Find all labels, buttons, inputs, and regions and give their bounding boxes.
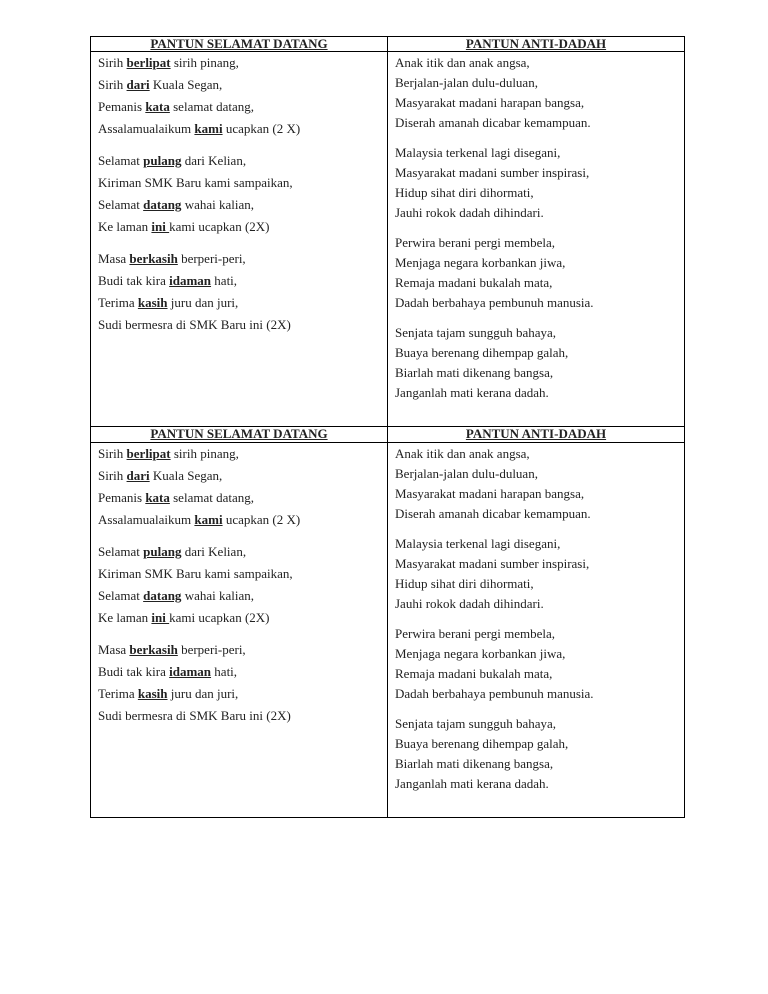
verse-line: Dadah berbahaya pembunuh manusia. bbox=[395, 686, 594, 701]
verse-line: Berjalan-jalan dulu-duluan, bbox=[395, 75, 538, 90]
verse-text: hati, bbox=[211, 664, 238, 679]
keyword: berlipat bbox=[126, 55, 171, 70]
verse-text: Assalamualaikum bbox=[98, 512, 195, 527]
section-2-header-row bbox=[90, 427, 685, 443]
verse-text: Sirih bbox=[98, 468, 127, 483]
verse-line bbox=[98, 54, 387, 76]
verse-line bbox=[98, 174, 387, 196]
verse-line: Hidup sihat diri dihormati, bbox=[395, 576, 534, 591]
verse-line: Dadah berbahaya pembunuh manusia. bbox=[395, 295, 594, 310]
section-2-left-column bbox=[91, 443, 388, 817]
verse-line: Malaysia terkenal lagi disegani, bbox=[395, 145, 561, 160]
verse-text: sirih pinang, bbox=[170, 55, 239, 70]
verse-line: Janganlah mati kerana dadah. bbox=[395, 385, 549, 400]
verse-line bbox=[98, 98, 387, 120]
keyword: kata bbox=[145, 490, 170, 505]
verse-text: Kuala Segan, bbox=[149, 77, 223, 92]
verse-text: Sirih bbox=[98, 77, 127, 92]
verse-text: Sudi bermesra di SMK Baru ini (2X) bbox=[98, 317, 291, 332]
verse-text: Selamat bbox=[98, 544, 144, 559]
verse-text: ucapkan (2 X) bbox=[222, 121, 301, 136]
verse-line: Malaysia terkenal lagi disegani, bbox=[395, 536, 561, 551]
verse-text: Terima bbox=[98, 686, 138, 701]
verse-text: Pemanis bbox=[98, 490, 146, 505]
verse-line: Masyarakat madani sumber inspirasi, bbox=[395, 165, 590, 180]
verse-line: Buaya berenang dihempap galah, bbox=[395, 345, 569, 360]
verse-line bbox=[98, 707, 387, 729]
keyword: dari bbox=[126, 77, 150, 92]
verse-line bbox=[98, 609, 387, 631]
verse-line: Perwira berani pergi membela, bbox=[395, 626, 556, 641]
verse-line: Masyarakat madani harapan bangsa, bbox=[395, 486, 585, 501]
keyword: idaman bbox=[169, 664, 212, 679]
section-2-right-column bbox=[388, 443, 684, 817]
keyword: kasih bbox=[137, 295, 168, 310]
verse-line bbox=[98, 152, 387, 174]
verse-text: Selamat bbox=[98, 588, 144, 603]
verse-line: Biarlah mati dikenang bangsa, bbox=[395, 365, 554, 380]
verse-text: dari Kelian, bbox=[181, 153, 247, 168]
stanza bbox=[395, 144, 684, 224]
verse-line: Diserah amanah dicabar kemampuan. bbox=[395, 115, 591, 130]
stanza bbox=[98, 543, 387, 631]
verse-text: juru dan juri, bbox=[167, 295, 239, 310]
verse-line bbox=[98, 250, 387, 272]
verse-text: berperi-peri, bbox=[177, 251, 246, 266]
verse-line bbox=[98, 120, 387, 142]
verse-line bbox=[98, 489, 387, 511]
keyword: pulang bbox=[143, 153, 182, 168]
verse-line bbox=[98, 511, 387, 533]
section-2-body bbox=[90, 443, 685, 818]
verse-line bbox=[98, 218, 387, 240]
stanza bbox=[98, 445, 387, 533]
section-1-left-column bbox=[91, 52, 388, 426]
stanza bbox=[395, 54, 684, 134]
header-pantun-selamat-datang: PANTUN SELAMAT DATANG bbox=[91, 37, 388, 51]
stanza bbox=[395, 445, 684, 525]
verse-line bbox=[98, 467, 387, 489]
verse-line bbox=[98, 294, 387, 316]
verse-text: Pemanis bbox=[98, 99, 146, 114]
verse-text: Kiriman SMK Baru kami sampaikan, bbox=[98, 566, 293, 581]
verse-text: Kuala Segan, bbox=[149, 468, 223, 483]
header-pantun-anti-dadah: PANTUN ANTI-DADAH bbox=[465, 426, 607, 441]
verse-text: Sudi bermesra di SMK Baru ini (2X) bbox=[98, 708, 291, 723]
verse-line: Anak itik dan anak angsa, bbox=[395, 55, 530, 70]
verse-line bbox=[98, 196, 387, 218]
verse-line: Perwira berani pergi membela, bbox=[395, 235, 556, 250]
verse-text: wahai kalian, bbox=[181, 588, 254, 603]
verse-line bbox=[98, 663, 387, 685]
verse-text: berperi-peri, bbox=[177, 642, 246, 657]
verse-line: Biarlah mati dikenang bangsa, bbox=[395, 756, 554, 771]
header-pantun-selamat-datang: PANTUN SELAMAT DATANG bbox=[91, 427, 388, 442]
verse-text: selamat datang, bbox=[169, 490, 254, 505]
stanza bbox=[395, 715, 684, 795]
verse-text: Ke laman bbox=[98, 610, 152, 625]
verse-text: Masa bbox=[98, 642, 130, 657]
verse-text: Masa bbox=[98, 251, 130, 266]
verse-line: Janganlah mati kerana dadah. bbox=[395, 776, 549, 791]
pantun-table bbox=[90, 36, 685, 818]
verse-line bbox=[98, 543, 387, 565]
keyword: ini bbox=[151, 219, 170, 234]
stanza bbox=[98, 152, 387, 240]
verse-line: Anak itik dan anak angsa, bbox=[395, 446, 530, 461]
keyword: datang bbox=[143, 197, 182, 212]
verse-text: sirih pinang, bbox=[170, 446, 239, 461]
verse-line: Masyarakat madani sumber inspirasi, bbox=[395, 556, 590, 571]
section-1-body bbox=[90, 52, 685, 427]
stanza bbox=[98, 250, 387, 338]
header-pantun-anti-dadah: PANTUN ANTI-DADAH bbox=[465, 36, 607, 51]
verse-line: Berjalan-jalan dulu-duluan, bbox=[395, 466, 538, 481]
stanza bbox=[395, 625, 684, 705]
keyword: datang bbox=[143, 588, 182, 603]
section-1-right-column bbox=[388, 52, 684, 426]
verse-line bbox=[98, 587, 387, 609]
keyword: berlipat bbox=[126, 446, 171, 461]
verse-line: Menjaga negara korbankan jiwa, bbox=[395, 646, 566, 661]
verse-text: Ke laman bbox=[98, 219, 152, 234]
verse-line bbox=[98, 685, 387, 707]
verse-text: Kiriman SMK Baru kami sampaikan, bbox=[98, 175, 293, 190]
verse-line: Jauhi rokok dadah dihindari. bbox=[395, 205, 544, 220]
stanza bbox=[395, 234, 684, 314]
verse-text: Budi tak kira bbox=[98, 273, 170, 288]
verse-line bbox=[98, 76, 387, 98]
verse-line: Diserah amanah dicabar kemampuan. bbox=[395, 506, 591, 521]
verse-text: Sirih bbox=[98, 55, 127, 70]
verse-line: Remaja madani bukalah mata, bbox=[395, 666, 553, 681]
verse-line bbox=[98, 565, 387, 587]
verse-line: Menjaga negara korbankan jiwa, bbox=[395, 255, 566, 270]
keyword: pulang bbox=[143, 544, 182, 559]
verse-text: Sirih bbox=[98, 446, 127, 461]
keyword: berkasih bbox=[129, 642, 178, 657]
keyword: idaman bbox=[169, 273, 212, 288]
keyword: kami bbox=[194, 121, 223, 136]
stanza bbox=[98, 641, 387, 729]
verse-line bbox=[98, 445, 387, 467]
verse-line: Masyarakat madani harapan bangsa, bbox=[395, 95, 585, 110]
verse-text: Terima bbox=[98, 295, 138, 310]
keyword: berkasih bbox=[129, 251, 178, 266]
verse-line: Hidup sihat diri dihormati, bbox=[395, 185, 534, 200]
verse-line: Buaya berenang dihempap galah, bbox=[395, 736, 569, 751]
verse-text: selamat datang, bbox=[169, 99, 254, 114]
verse-line bbox=[98, 641, 387, 663]
keyword: kasih bbox=[137, 686, 168, 701]
verse-text: hati, bbox=[211, 273, 238, 288]
keyword: kami bbox=[194, 512, 223, 527]
section-1-header-row bbox=[90, 36, 685, 52]
stanza bbox=[395, 324, 684, 404]
verse-text: juru dan juri, bbox=[167, 686, 239, 701]
keyword: ini bbox=[151, 610, 170, 625]
verse-text: kami ucapkan (2X) bbox=[169, 219, 270, 234]
verse-text: Assalamualaikum bbox=[98, 121, 195, 136]
verse-line: Remaja madani bukalah mata, bbox=[395, 275, 553, 290]
keyword: dari bbox=[126, 468, 150, 483]
verse-line: Jauhi rokok dadah dihindari. bbox=[395, 596, 544, 611]
stanza bbox=[395, 535, 684, 615]
verse-text: Selamat bbox=[98, 197, 144, 212]
verse-text: kami ucapkan (2X) bbox=[169, 610, 270, 625]
verse-line: Senjata tajam sungguh bahaya, bbox=[395, 716, 557, 731]
verse-text: Budi tak kira bbox=[98, 664, 170, 679]
stanza bbox=[98, 54, 387, 142]
keyword: kata bbox=[145, 99, 170, 114]
verse-text: Selamat bbox=[98, 153, 144, 168]
verse-text: ucapkan (2 X) bbox=[222, 512, 301, 527]
verse-line bbox=[98, 272, 387, 294]
verse-line: Senjata tajam sungguh bahaya, bbox=[395, 325, 557, 340]
verse-line bbox=[98, 316, 387, 338]
verse-text: dari Kelian, bbox=[181, 544, 247, 559]
verse-text: wahai kalian, bbox=[181, 197, 254, 212]
